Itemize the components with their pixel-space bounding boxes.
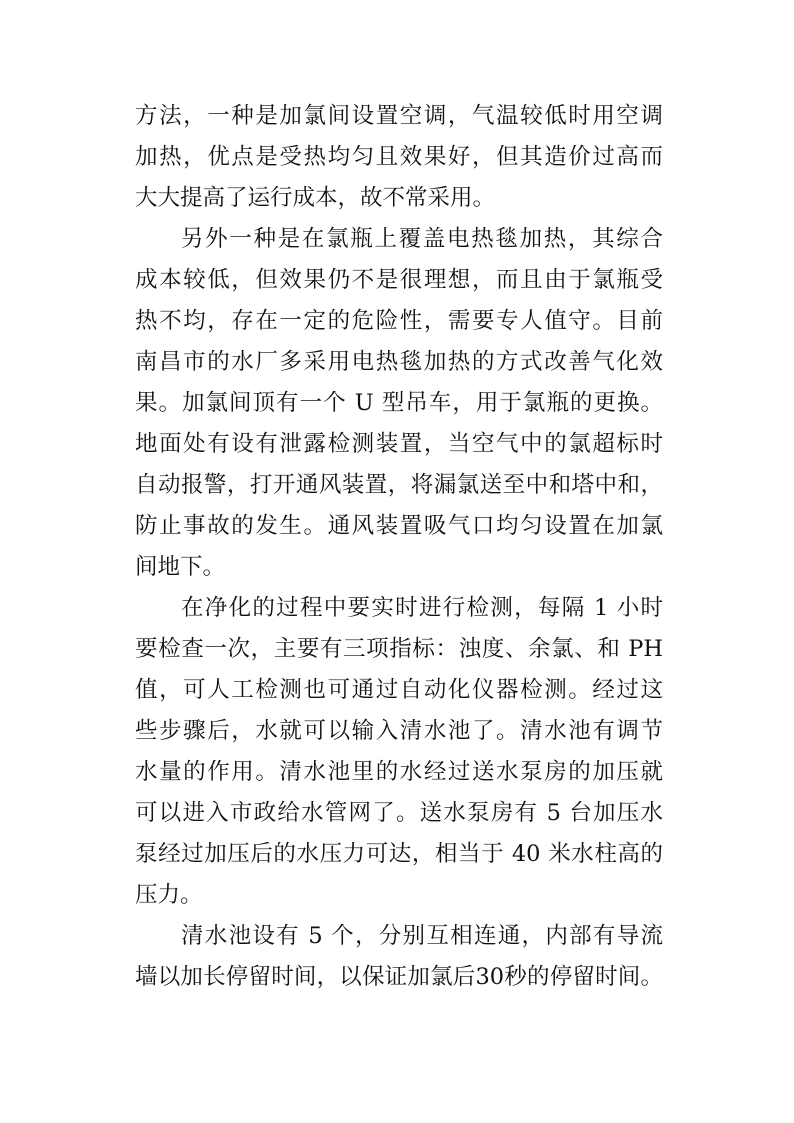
text-line: 墙以加长停留时间，以保证加氯后30秒的停留时间。: [135, 964, 663, 990]
text-line: 值，可人工检测也可通过自动化仪器检测。经过这: [135, 677, 663, 703]
paragraph-first-line: 另外一种是在氯瓶上覆盖电热毯加热，其综合: [181, 226, 663, 252]
text-line: 地面处有设有泄露检测装置，当空气中的氯超标时: [135, 431, 663, 457]
text-line: 水量的作用。清水池里的水经过送水泵房的加压就: [135, 759, 663, 785]
text-line: 防止事故的发生。通风装置吸气口均匀设置在加氯: [135, 513, 663, 539]
text-line: 压力。: [135, 882, 203, 908]
text-line: 大大提高了运行成本，故不常采用。: [135, 185, 496, 211]
text-line: 方法，一种是加氯间设置空调，气温较低时用空调: [135, 103, 663, 129]
text-line: 成本较低，但效果仍不是很理想，而且由于氯瓶受: [135, 267, 663, 293]
text-line: 加热，优点是受热均匀且效果好，但其造价过高而: [135, 144, 663, 170]
text-line: 间地下。: [135, 554, 226, 580]
paragraph-first-line: 在净化的过程中要实时进行检测，每隔 1 小时: [181, 595, 663, 621]
text-line: 些步骤后，水就可以输入清水池了。清水池有调节: [135, 718, 663, 744]
text-line: 可以进入市政给水管网了。送水泵房有 5 台加压水: [135, 800, 663, 826]
text-line: 果。加氯间顶有一个 U 型吊车，用于氯瓶的更换。: [135, 390, 663, 416]
document-body: [135, 96, 663, 998]
text-line: 南昌市的水厂多采用电热毯加热的方式改善气化效: [135, 349, 663, 375]
text-line: 自动报警，打开通风装置，将漏氯送至中和塔中和，: [135, 472, 663, 498]
text-line: 要检查一次，主要有三项指标：浊度、余氯、和 PH: [135, 636, 663, 662]
text-line: 泵经过加压后的水压力可达，相当于 40 米水柱高的: [135, 841, 663, 867]
text-line: 热不均，存在一定的危险性，需要专人值守。目前: [135, 308, 663, 334]
paragraph-first-line: 清水池设有 5 个，分别互相连通，内部有导流: [181, 923, 663, 949]
